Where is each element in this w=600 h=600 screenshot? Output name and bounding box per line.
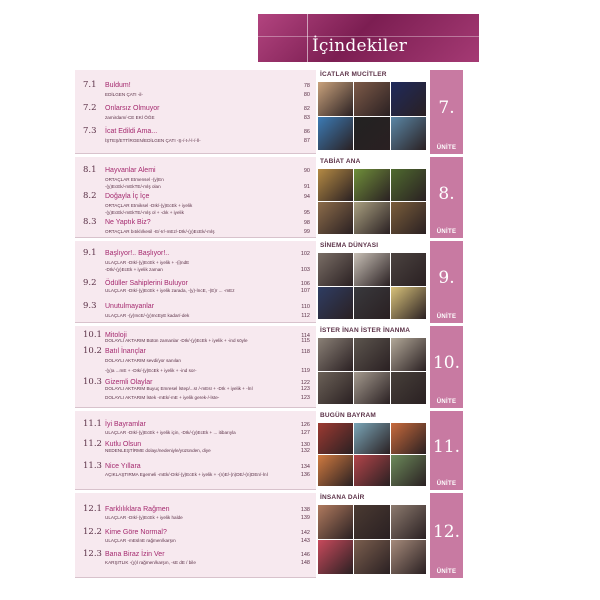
- lesson-number: 8.2: [83, 191, 97, 201]
- grammar-topic: ORTAÇLAR Etmiksel -DIk/-(y)EcEk + iyelik: [105, 203, 193, 208]
- grammar-topic: AÇIKLAŞTIRMA Egemeli -mEk/-DIk/-(y)EcEk + iyelik + -(n)E/-(n)DE/-(n)DEn/-İnİ: [105, 472, 268, 477]
- page-number: 94: [303, 194, 310, 200]
- page-number: 123: [300, 395, 310, 401]
- page-number: 106: [300, 281, 310, 287]
- lesson-row[interactable]: [83, 80, 310, 90]
- grammar-topic: DOLAYLI AKTARIM sevdi/yor sanılan: [105, 358, 181, 363]
- page-number: 118: [301, 349, 310, 355]
- grammar-topic: NEDENLEŞTİRME dolayı/nedeniyle/yüzünden, diye: [105, 448, 211, 453]
- unit-tab[interactable]: [430, 326, 463, 408]
- grammar-topic: -(y)EcEk/-mEkTE/-mİş ol + -dık + iyelik: [105, 210, 184, 215]
- lesson-title: Doğayla İç İçe: [105, 193, 150, 200]
- lesson-row[interactable]: [83, 346, 310, 356]
- grammar-topic-row: [105, 560, 310, 566]
- page-number: 132: [300, 448, 310, 454]
- page-number: 123: [300, 386, 310, 392]
- theme-photo: [354, 82, 389, 116]
- grammar-topic: -(y)EcEk/-mEkTE/-mİş olan: [105, 184, 161, 189]
- theme-photo: [391, 540, 426, 574]
- page-number: 136: [300, 472, 310, 478]
- theme-photo: [354, 117, 389, 151]
- grammar-topic-row: [105, 515, 310, 521]
- unit-tab[interactable]: [430, 241, 463, 323]
- page-number: 139: [300, 515, 310, 521]
- theme-photo-collage: [318, 423, 426, 486]
- theme-photo: [354, 423, 389, 454]
- unit-tab-label: ÜNİTE: [436, 314, 457, 320]
- page-number: 112: [301, 313, 310, 319]
- theme-photo: [354, 287, 389, 320]
- grammar-topic: DOLAYLI AKTARIM Bütün zamanlar -DIk/-(y)EcEk + iyelik + -ind söyle: [105, 338, 248, 343]
- unit-contents-panel: [75, 241, 316, 323]
- grammar-topic: EDİLGEN ÇATI -il-: [105, 92, 143, 97]
- unit-number: 9.: [438, 268, 455, 288]
- theme-photo: [318, 423, 353, 454]
- theme-photo-panel: [318, 241, 426, 323]
- lesson-title: Kutlu Olsun: [105, 441, 142, 448]
- unit-section: [75, 326, 463, 408]
- theme-photo: [354, 505, 389, 539]
- unit-theme-title: İSTER İNAN İSTER İNANMA: [320, 327, 411, 334]
- lesson-row[interactable]: [83, 126, 310, 136]
- theme-photo: [318, 540, 353, 574]
- theme-photo: [354, 169, 389, 201]
- lesson-number: 12.1: [83, 504, 102, 514]
- grammar-topic-row: [105, 395, 310, 401]
- grammar-topic: -(y)a ...mE + -DIk/-(y)EcEk + iyelik + -ind sor-: [105, 368, 197, 373]
- unit-tab-label: ÜNİTE: [436, 569, 457, 575]
- lesson-number: 11.1: [83, 419, 102, 429]
- theme-photo: [391, 423, 426, 454]
- lesson-title: Ne Yaptık Biz?: [105, 219, 151, 226]
- page-number: 83: [303, 115, 310, 121]
- lesson-row[interactable]: [83, 191, 310, 201]
- page-number: 86: [303, 129, 310, 135]
- lesson-title: Nice Yıllara: [105, 463, 141, 470]
- grammar-topic: DOLAYLI AKTARIM Buyuç Emresel İstep/...sI /-mEsI + -DIk + iyelik + -İnİ: [105, 386, 253, 391]
- grammar-topic-row: [105, 92, 310, 98]
- lesson-number: 7.2: [83, 103, 97, 113]
- theme-photo: [354, 540, 389, 574]
- theme-photo: [391, 202, 426, 234]
- page-title: İçindekiler: [312, 36, 408, 56]
- theme-photo: [318, 338, 353, 371]
- grammar-topic: ORTAÇLAR bıtıklı/kesil -E/-Ir/-mEz/-DIk/-(y)EcEk/-mİş: [105, 229, 215, 234]
- lesson-title: Unutulmayanlar: [105, 303, 155, 310]
- lesson-number: 8.1: [83, 165, 97, 175]
- theme-photo-panel: [318, 157, 426, 238]
- grammar-topic-row: [105, 177, 310, 182]
- page-number: 126: [300, 422, 310, 428]
- grammar-topic: İŞTEŞ/ETTİRGEN/EDİLGEN ÇATI -Ş-/-t-/-l-/-İl-: [105, 138, 201, 143]
- theme-photo: [391, 82, 426, 116]
- page-number: 138: [300, 507, 310, 513]
- lesson-number: 10.2: [83, 346, 102, 356]
- grammar-topic-row: [105, 313, 310, 319]
- page-number: 102: [300, 251, 310, 257]
- lesson-number: 12.3: [83, 549, 102, 559]
- theme-photo: [354, 253, 389, 286]
- grammar-topic: ORTAÇLAR Etmensel -(y)En: [105, 177, 164, 182]
- page-number: 99: [303, 229, 310, 235]
- unit-tab[interactable]: [430, 493, 463, 578]
- unit-section: [75, 157, 463, 238]
- page-number: 146: [300, 552, 310, 558]
- page-number: 143: [300, 538, 310, 544]
- grammar-topic: ULAÇLAR -DIk/-(y)EcEk + iyelik zarada, -(y)-İncE, -(E)r ... -mEz: [105, 288, 235, 293]
- unit-number: 7.: [438, 98, 455, 118]
- page-number: 142: [300, 530, 310, 536]
- grammar-topic-row: [105, 448, 310, 454]
- lesson-row[interactable]: [83, 301, 310, 311]
- unit-theme-title: İNSANA DAİR: [320, 494, 365, 501]
- grammar-topic: ULAÇLAR -DIk/-(y)EcEk + iyelik + -(i)ndE: [105, 260, 190, 265]
- unit-theme-title: SİNEMA DÜNYASI: [320, 242, 379, 249]
- page-number: 114: [301, 333, 310, 339]
- grammar-topic: zamirdam/-CE EKİ ÖĞE: [105, 115, 155, 120]
- grammar-topic-row: [105, 538, 310, 544]
- lesson-row[interactable]: [83, 103, 310, 113]
- page-number: 122: [300, 380, 310, 386]
- grammar-topic-row: [105, 368, 310, 374]
- unit-contents-panel: [75, 493, 316, 578]
- page-number: 107: [300, 288, 310, 294]
- lesson-row[interactable]: [83, 419, 310, 429]
- grammar-topic-row: [105, 138, 310, 144]
- page-number: 134: [300, 464, 310, 470]
- grammar-topic-row: [105, 338, 310, 344]
- page-number: 80: [303, 92, 310, 98]
- unit-theme-title: TABİAT ANA: [320, 158, 361, 165]
- page-number: 87: [303, 138, 310, 144]
- lesson-row[interactable]: [83, 165, 310, 175]
- page-number: 91: [303, 184, 310, 190]
- lesson-number: 12.2: [83, 527, 102, 537]
- theme-photo-panel: [318, 411, 426, 490]
- grammar-topic: ULAÇLAR -DIk/-(y)EcEk + iyelik için, -DIk/-(y)EcEk + ... itibarıyla: [105, 430, 236, 435]
- grammar-topic-row: [105, 115, 310, 121]
- grammar-topic-row: [105, 472, 310, 478]
- lesson-number: 8.3: [83, 217, 97, 227]
- grammar-topic-row: [105, 203, 310, 208]
- page-number: 148: [300, 560, 310, 566]
- theme-photo: [391, 455, 426, 486]
- theme-photo-panel: [318, 493, 426, 578]
- lesson-title: Mitoloji: [105, 332, 127, 339]
- theme-photo: [354, 202, 389, 234]
- unit-number: 10.: [432, 353, 461, 373]
- lesson-title: Kime Göre Normal?: [105, 529, 167, 536]
- grammar-topic: KARŞITLIK -(y)İ rağmen/karşın, -sE dE / bile: [105, 560, 196, 565]
- unit-contents-panel: [75, 326, 316, 408]
- theme-photo: [391, 169, 426, 201]
- grammar-topic-row: [105, 267, 310, 273]
- lesson-row[interactable]: [83, 217, 310, 227]
- theme-photo: [318, 82, 353, 116]
- page-number: 98: [303, 220, 310, 226]
- lesson-number: 9.3: [83, 301, 97, 311]
- grammar-topic: ULAÇLAR -mEsİnE rağmen/karşın: [105, 538, 176, 543]
- lesson-title: İcat Edildi Ama...: [105, 128, 158, 135]
- theme-photo-collage: [318, 169, 426, 234]
- page-number: 95: [303, 210, 310, 216]
- page-number: 130: [300, 442, 310, 448]
- page-number: 127: [300, 430, 310, 436]
- grammar-topic-row: [105, 210, 310, 216]
- unit-section: [75, 70, 463, 154]
- page-number: 82: [303, 106, 310, 112]
- unit-tab-label: ÜNİTE: [436, 399, 457, 405]
- unit-theme-title: İCATLAR MUCİTLER: [320, 71, 387, 78]
- grammar-topic-row: [105, 260, 310, 265]
- theme-photo: [318, 287, 353, 320]
- lesson-row[interactable]: [83, 248, 310, 258]
- theme-photo-panel: [318, 70, 426, 154]
- grammar-topic-row: [105, 229, 310, 235]
- page-number: 110: [301, 304, 310, 310]
- unit-section: [75, 493, 463, 578]
- unit-number: 8.: [438, 184, 455, 204]
- unit-section: [75, 241, 463, 323]
- unit-number: 12.: [432, 522, 461, 542]
- theme-photo-collage: [318, 505, 426, 574]
- lesson-title: Bana Biraz İzin Ver: [105, 551, 165, 558]
- theme-photo: [318, 253, 353, 286]
- theme-photo: [391, 505, 426, 539]
- grammar-topic-row: [105, 386, 310, 392]
- unit-contents-panel: [75, 70, 316, 154]
- unit-tab-label: ÜNİTE: [436, 229, 457, 235]
- unit-tab[interactable]: [430, 70, 463, 154]
- lesson-title: Onlarsız Olmuyor: [105, 105, 160, 112]
- grammar-topic-row: [105, 430, 310, 436]
- grammar-topic: ULAÇLAR -DIk/-(y)EcEk + iyelik halde: [105, 515, 183, 520]
- unit-tab[interactable]: [430, 411, 463, 490]
- lesson-row[interactable]: [83, 504, 310, 514]
- lesson-title: İyi Bayramlar: [105, 421, 146, 428]
- unit-contents-panel: [75, 411, 316, 490]
- lesson-title: Gizemli Olaylar: [105, 379, 153, 386]
- lesson-row[interactable]: [83, 461, 310, 471]
- unit-tab-label: ÜNİTE: [436, 481, 457, 487]
- page-number: 78: [303, 83, 310, 89]
- unit-tab[interactable]: [430, 157, 463, 238]
- theme-photo: [391, 338, 426, 371]
- lesson-number: 9.1: [83, 248, 97, 258]
- page-number: 90: [303, 168, 310, 174]
- unit-tab-label: ÜNİTE: [436, 145, 457, 151]
- lesson-number: 10.3: [83, 377, 102, 387]
- lesson-title: Buldum!: [105, 82, 131, 89]
- lesson-title: Ödüller Sahiplerini Buluyor: [105, 280, 188, 287]
- theme-photo: [318, 117, 353, 151]
- lesson-title: Batıl İnançlar: [105, 348, 146, 355]
- lesson-title: Başlıyor!.. Başlıyor!..: [105, 250, 170, 257]
- lesson-row[interactable]: [83, 549, 310, 559]
- theme-photo: [391, 372, 426, 405]
- grammar-topic: -DIk/-(y)EcEk + iyelik zaman: [105, 267, 163, 272]
- unit-number: 11.: [432, 437, 461, 457]
- lesson-number: 7.1: [83, 80, 97, 90]
- theme-photo-collage: [318, 253, 426, 319]
- lesson-title: Hayvanlar Alemi: [105, 167, 156, 174]
- grammar-topic-row: [105, 184, 310, 190]
- grammar-topic-row: [105, 358, 310, 363]
- theme-photo: [318, 202, 353, 234]
- page-number: 119: [301, 368, 310, 374]
- theme-photo: [318, 169, 353, 201]
- theme-photo: [354, 372, 389, 405]
- theme-photo: [391, 287, 426, 320]
- theme-photo: [354, 338, 389, 371]
- lesson-number: 11.3: [83, 461, 102, 471]
- theme-photo: [318, 455, 353, 486]
- lesson-number: 7.3: [83, 126, 97, 136]
- theme-photo-collage: [318, 82, 426, 150]
- theme-photo-panel: [318, 326, 426, 408]
- theme-photo: [391, 117, 426, 151]
- lesson-number: 9.2: [83, 278, 97, 288]
- theme-photo-collage: [318, 338, 426, 404]
- unit-theme-title: BUGÜN BAYRAM: [320, 412, 376, 419]
- unit-section: [75, 411, 463, 490]
- grammar-topic: DOLAYLI AKTARIM İstek -mEk/-mE + iyelik gerek-/-İste-: [105, 395, 220, 400]
- lesson-title: Farklılıklara Rağmen: [105, 506, 170, 513]
- theme-photo: [391, 253, 426, 286]
- lesson-number: 10.1: [83, 330, 102, 340]
- lesson-row[interactable]: [83, 527, 310, 537]
- lesson-number: 11.2: [83, 439, 102, 449]
- theme-photo: [354, 455, 389, 486]
- theme-photo: [318, 372, 353, 405]
- theme-photo: [318, 505, 353, 539]
- lesson-row[interactable]: [83, 278, 310, 288]
- header-divider: [307, 14, 308, 62]
- grammar-topic: ULAÇLAR -(y)IncE/-(y)IncEyE kadar/-dek: [105, 313, 190, 318]
- unit-contents-panel: [75, 157, 316, 238]
- grammar-topic-row: [105, 288, 310, 294]
- page-number: 115: [301, 338, 310, 344]
- page-number: 103: [300, 267, 310, 273]
